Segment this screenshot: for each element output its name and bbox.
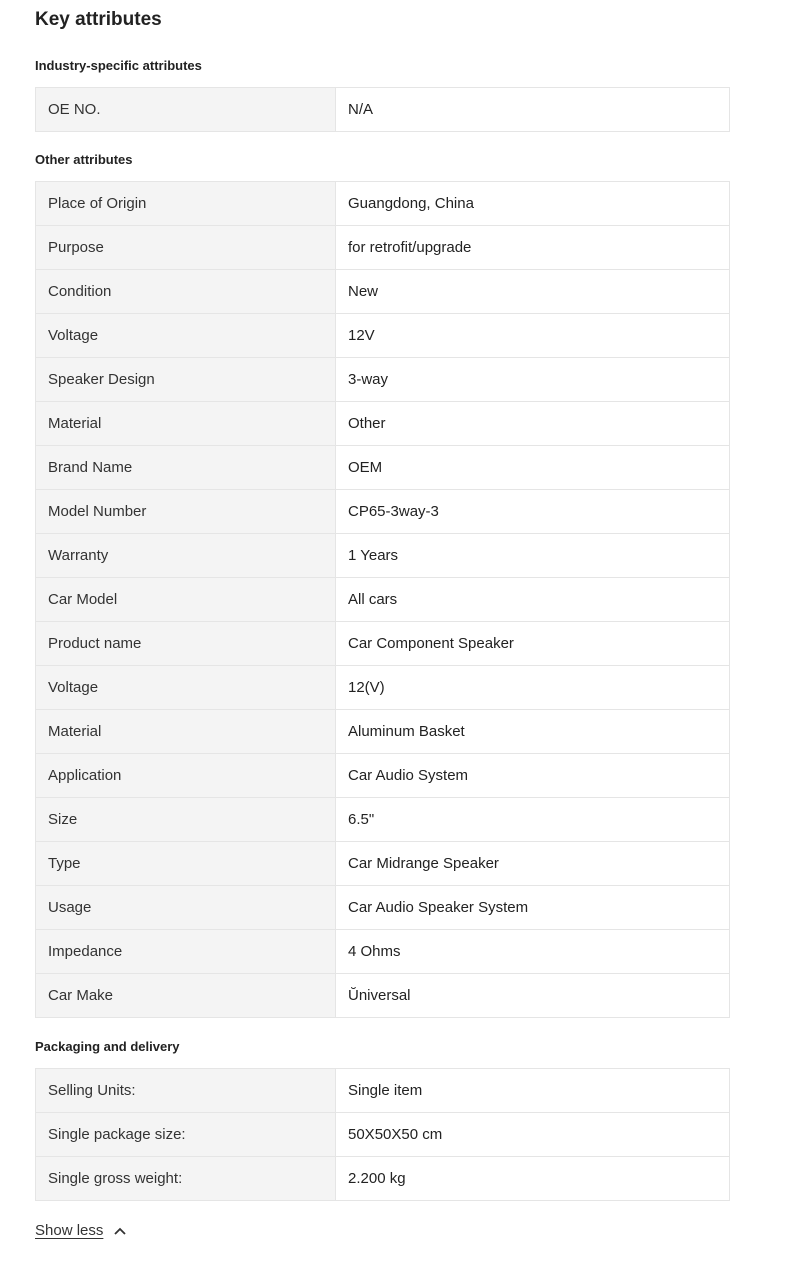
table-row: [36, 269, 729, 313]
table-row: [36, 621, 729, 665]
attribute-key: Single package size:: [36, 1113, 336, 1156]
show-less-button[interactable]: [35, 1222, 127, 1239]
attribute-value: 2.200 kg: [348, 1170, 406, 1187]
table-row: [36, 225, 729, 269]
table-row: [36, 797, 729, 841]
attribute-key: Speaker Design: [36, 358, 336, 401]
attribute-value: 50X50X50 cm: [348, 1126, 443, 1143]
attribute-key: Voltage: [36, 666, 336, 709]
table-row: [36, 445, 729, 489]
attribute-value: 1 Years: [348, 547, 399, 564]
table-row: [36, 533, 729, 577]
table-row: [36, 841, 729, 885]
attribute-value: New: [348, 283, 379, 300]
table-row: [36, 709, 729, 753]
table-row: [36, 665, 729, 709]
attribute-value: 6.5": [348, 811, 375, 828]
attribute-value: CP65-3way-3: [348, 503, 439, 520]
attribute-key: Material: [36, 710, 336, 753]
attribute-key: Brand Name: [36, 446, 336, 489]
section-title-packaging: Packaging and delivery: [35, 1039, 180, 1054]
attribute-value: Car Audio System: [348, 767, 469, 784]
attribute-value: for retrofit/upgrade: [348, 239, 472, 256]
table-row: [36, 929, 729, 973]
attribute-key: Material: [36, 402, 336, 445]
attribute-key: Purpose: [36, 226, 336, 269]
table-row: [36, 753, 729, 797]
attributes-table-other: [35, 181, 730, 1018]
attribute-value: N/A: [348, 101, 374, 118]
table-row: [36, 577, 729, 621]
attribute-key: Product name: [36, 622, 336, 665]
table-row: [36, 885, 729, 929]
attribute-key: Usage: [36, 886, 336, 929]
table-row: [36, 489, 729, 533]
table-row: [36, 1069, 729, 1112]
attribute-value: 3-way: [348, 371, 389, 388]
attribute-value: 4 Ohms: [348, 943, 401, 960]
attribute-value: 12V: [348, 327, 375, 344]
attribute-key: Car Model: [36, 578, 336, 621]
table-row: [36, 401, 729, 445]
attributes-table-packaging: [35, 1068, 730, 1201]
attribute-value: 12(V): [348, 679, 385, 696]
attribute-key: OE NO.: [36, 88, 336, 131]
section-title-industry: Industry-specific attributes: [35, 58, 202, 73]
attribute-key: Condition: [36, 270, 336, 313]
attribute-key: Application: [36, 754, 336, 797]
attribute-key: Selling Units:: [36, 1069, 336, 1112]
attribute-value: Single item: [348, 1082, 423, 1099]
attribute-key: Car Make: [36, 974, 336, 1017]
attribute-value: Guangdong, China: [348, 195, 474, 212]
attributes-table-industry: [35, 87, 730, 132]
attribute-value: Car Component Speaker: [348, 635, 514, 652]
section-title-other: Other attributes: [35, 152, 133, 167]
attribute-key: Warranty: [36, 534, 336, 577]
attribute-key: Single gross weight:: [36, 1157, 336, 1200]
table-row: [36, 1112, 729, 1156]
attribute-key: Place of Origin: [36, 182, 336, 225]
table-row: [36, 182, 729, 225]
show-less-label: Show less: [35, 1222, 104, 1239]
attribute-value: OEM: [348, 459, 383, 476]
attribute-key: Impedance: [36, 930, 336, 973]
page-title: Key attributes: [35, 9, 162, 30]
chevron-up-icon: [113, 1226, 127, 1236]
attribute-value: All cars: [348, 591, 398, 608]
attribute-key: Model Number: [36, 490, 336, 533]
table-row: [36, 88, 729, 131]
table-row: [36, 1156, 729, 1200]
attribute-value: Aluminum Basket: [348, 723, 465, 740]
attribute-key: Size: [36, 798, 336, 841]
attribute-value: Other: [348, 415, 386, 432]
table-row: [36, 357, 729, 401]
attribute-value: Car Audio Speaker System: [348, 899, 529, 916]
attribute-key: Type: [36, 842, 336, 885]
table-row: [36, 973, 729, 1017]
attribute-value: Car Midrange Speaker: [348, 855, 499, 872]
attribute-key: Voltage: [36, 314, 336, 357]
table-row: [36, 313, 729, 357]
attribute-value: Ŭniversal: [348, 987, 411, 1004]
